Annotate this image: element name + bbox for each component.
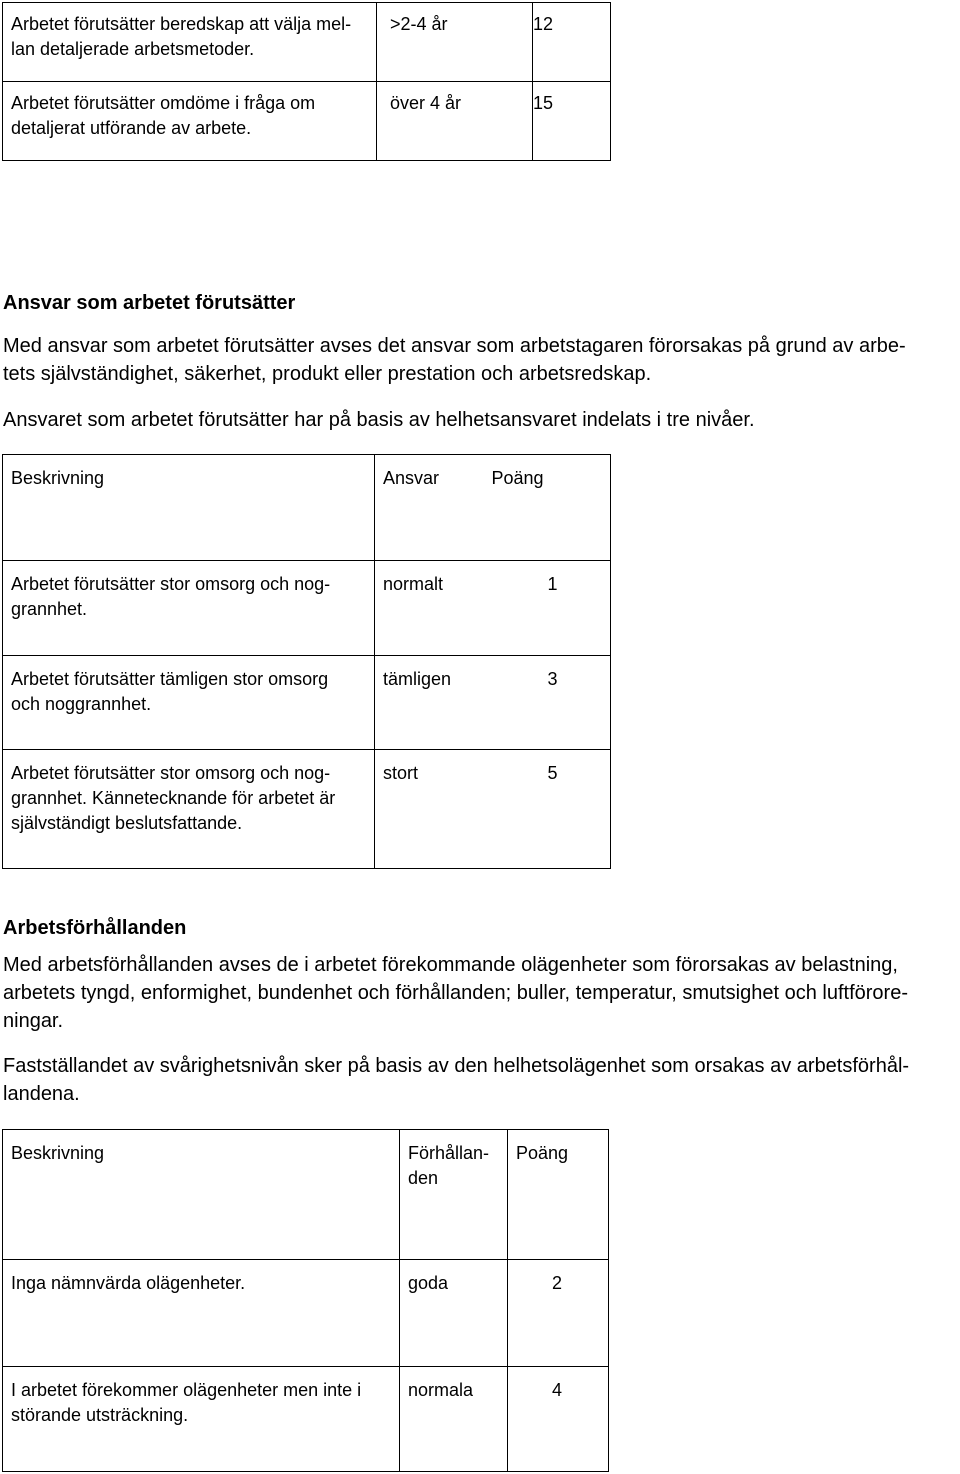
cell-line: detaljerat utförande av arbete.	[11, 118, 252, 138]
table-row	[3, 656, 611, 750]
table-row	[3, 1367, 609, 1472]
table-cell-level: över 4 år	[377, 82, 533, 161]
cell-line: lan detaljerade arbetsmetoder.	[11, 39, 255, 59]
paragraph-line: tets självständighet, säkerhet, produkt eller prestation och arbetsredskap.	[3, 363, 652, 385]
responsibility-table	[2, 454, 611, 869]
table-cell-points: 5	[492, 750, 611, 869]
table-cell-level: normalt	[375, 561, 492, 656]
table-cell-description	[3, 82, 377, 161]
table-cell-level: stort	[375, 750, 492, 869]
cell-line: Arbetet förutsätter beredskap att välja mel-	[11, 14, 352, 34]
table-row	[3, 1260, 609, 1367]
table-cell-points: 2	[508, 1260, 609, 1367]
table-cell-level: goda	[400, 1260, 508, 1367]
table-cell-description	[3, 3, 377, 82]
table-cell-points: 1	[492, 561, 611, 656]
table-cell-description: I arbetet förekommer olägenheter men inte i störande utsträckning.	[3, 1367, 400, 1472]
cell-line: Arbetet förutsätter omdöme i fråga om	[11, 93, 316, 113]
table-header-row	[3, 455, 611, 561]
header-cell-points: Poäng	[508, 1130, 609, 1260]
header-cell-level: Förhållan- den	[400, 1130, 508, 1260]
table-cell-points: 4	[508, 1367, 609, 1472]
table-cell-level: normala	[400, 1367, 508, 1472]
paragraph-line: Med ansvar som arbetet förutsätter avses det ansvar som arbetstagaren förorsakas på grund av arbe-	[3, 335, 906, 357]
table-row	[3, 3, 611, 82]
paragraph-ansvar-definition	[3, 332, 956, 388]
experience-table	[2, 2, 611, 161]
header-cell-description: Beskrivning	[3, 455, 375, 561]
section-heading-ansvar: Ansvar som arbetet förutsätter	[3, 292, 296, 314]
table-cell-points: 3	[492, 656, 611, 750]
table-cell-description: Inga nämnvärda olägenheter.	[3, 1260, 400, 1367]
table-header-row	[3, 1130, 609, 1260]
header-cell-description: Beskrivning	[3, 1130, 400, 1260]
paragraph-ansvar-levels: Ansvaret som arbetet förutsätter har på basis av helhetsansvaret indelats i tre nivåer.	[3, 409, 755, 431]
table-cell-level: tämligen	[375, 656, 492, 750]
paragraph-arbetsforhallanden-definition: Med arbetsförhållanden avses de i arbetet förekommande olägenheter som förorsakas av belastning, arbetets tyngd, enformighet, bundenhet och förhållanden; buller, temperatur, smutsighet och luftförore- ningar.	[3, 954, 908, 1032]
table-cell-points: 12	[533, 3, 611, 82]
header-cell-level: Ansvar	[375, 455, 492, 561]
table-cell-description: Arbetet förutsätter stor omsorg och nog- grannhet. Kännetecknande för arbetet är självständigt beslutsfattande.	[3, 750, 375, 869]
table-cell-points: 15	[533, 82, 611, 161]
table-row	[3, 561, 611, 656]
working-conditions-table	[2, 1129, 609, 1472]
table-cell-description: Arbetet förutsätter tämligen stor omsorg och noggrannhet.	[3, 656, 375, 750]
header-cell-points: Poäng	[492, 455, 611, 561]
section-heading-arbetsforhallanden: Arbetsförhållanden	[3, 917, 187, 939]
table-row	[3, 750, 611, 869]
table-cell-description: Arbetet förutsätter stor omsorg och nog- grannhet.	[3, 561, 375, 656]
table-cell-level: >2-4 år	[377, 3, 533, 82]
table-row	[3, 82, 611, 161]
paragraph-arbetsforhallanden-assessment: Fastställandet av svårighetsnivån sker på basis av den helhetsolägenhet som orsakas av arbetsförhål- landena.	[3, 1055, 910, 1105]
